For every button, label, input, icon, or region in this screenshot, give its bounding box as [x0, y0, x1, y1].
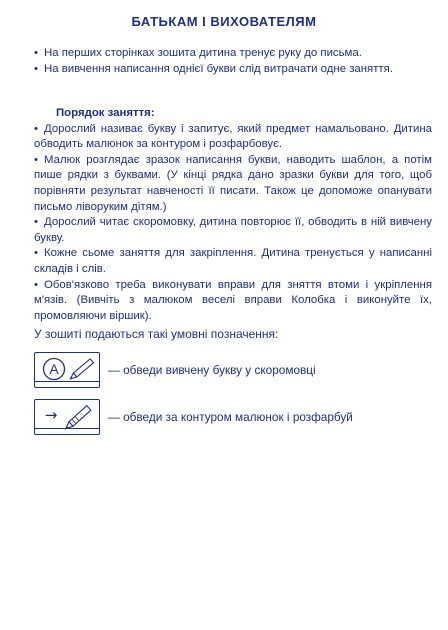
lesson-item: • Малюк розглядає зразок написання букви, наводить шаблон, а потім пише рядки з буквами. (У кінці рядка дано зразки букви для того, щоб порівняти результат навченості її писати. Також це допоможе опанувати письмо ліворуким дітям.)	[34, 153, 432, 213]
legend-letter: А	[49, 361, 59, 377]
circled-letter-pencil-graphic	[35, 353, 101, 389]
legend-item-trace-letter	[34, 352, 316, 388]
page-title: БАТЬКАМ І ВИХОВАТЕЛЯМ	[131, 14, 317, 29]
intro-item: • На перших сторінках зошита дитина тренує руку до письма.	[34, 47, 362, 59]
lesson-item: • Кожне сьоме заняття для закріплення. Дитина тренується у написанні складів і слів.	[34, 247, 432, 275]
bullet-mark: •	[34, 247, 38, 260]
arrow-pencil-icon	[34, 399, 100, 435]
bullet-mark: •	[34, 122, 38, 135]
bullet-mark: •	[34, 278, 38, 291]
lesson-item: • Дорослий читає скоромовку, дитина повторює її, обводить в ній вивчену букву.	[34, 216, 432, 244]
lesson-item: • Дорослий називає букву і запитує, який предмет намальовано. Дитина обводить малюнок за контуром і розфарбовує.	[34, 122, 432, 151]
lesson-section	[34, 106, 432, 324]
legend-text: — обведи вивчену букву у скоромовці	[108, 363, 316, 377]
arrow-pencil-graphic	[35, 400, 101, 436]
bullet-mark: •	[34, 216, 38, 229]
legend-item-trace-outline	[34, 399, 353, 435]
circled-letter-pencil-icon	[34, 352, 100, 388]
bullet-mark: •	[34, 62, 38, 75]
bullet-mark: •	[34, 153, 38, 166]
lesson-item: • Обов'язково треба виконувати вправи для зняття втоми і укріплення м'язів. (Вивчіть з малюком веселі вправи Колобка і виконуйте їх, промовляючи віршик).	[34, 278, 432, 322]
legend-text: — обведи за контуром малюнок і розфарбуй	[108, 410, 353, 424]
intro-item: • На вивчення написання однієї букви слід витрачати одне заняття.	[34, 62, 393, 75]
legend-heading: У зошиті подаються такі умовні позначення:	[34, 327, 279, 341]
intro-section	[34, 46, 432, 77]
legend-arrow: →	[44, 406, 58, 424]
bullet-mark: •	[34, 47, 38, 59]
lesson-heading: Порядок заняття:	[56, 107, 155, 119]
